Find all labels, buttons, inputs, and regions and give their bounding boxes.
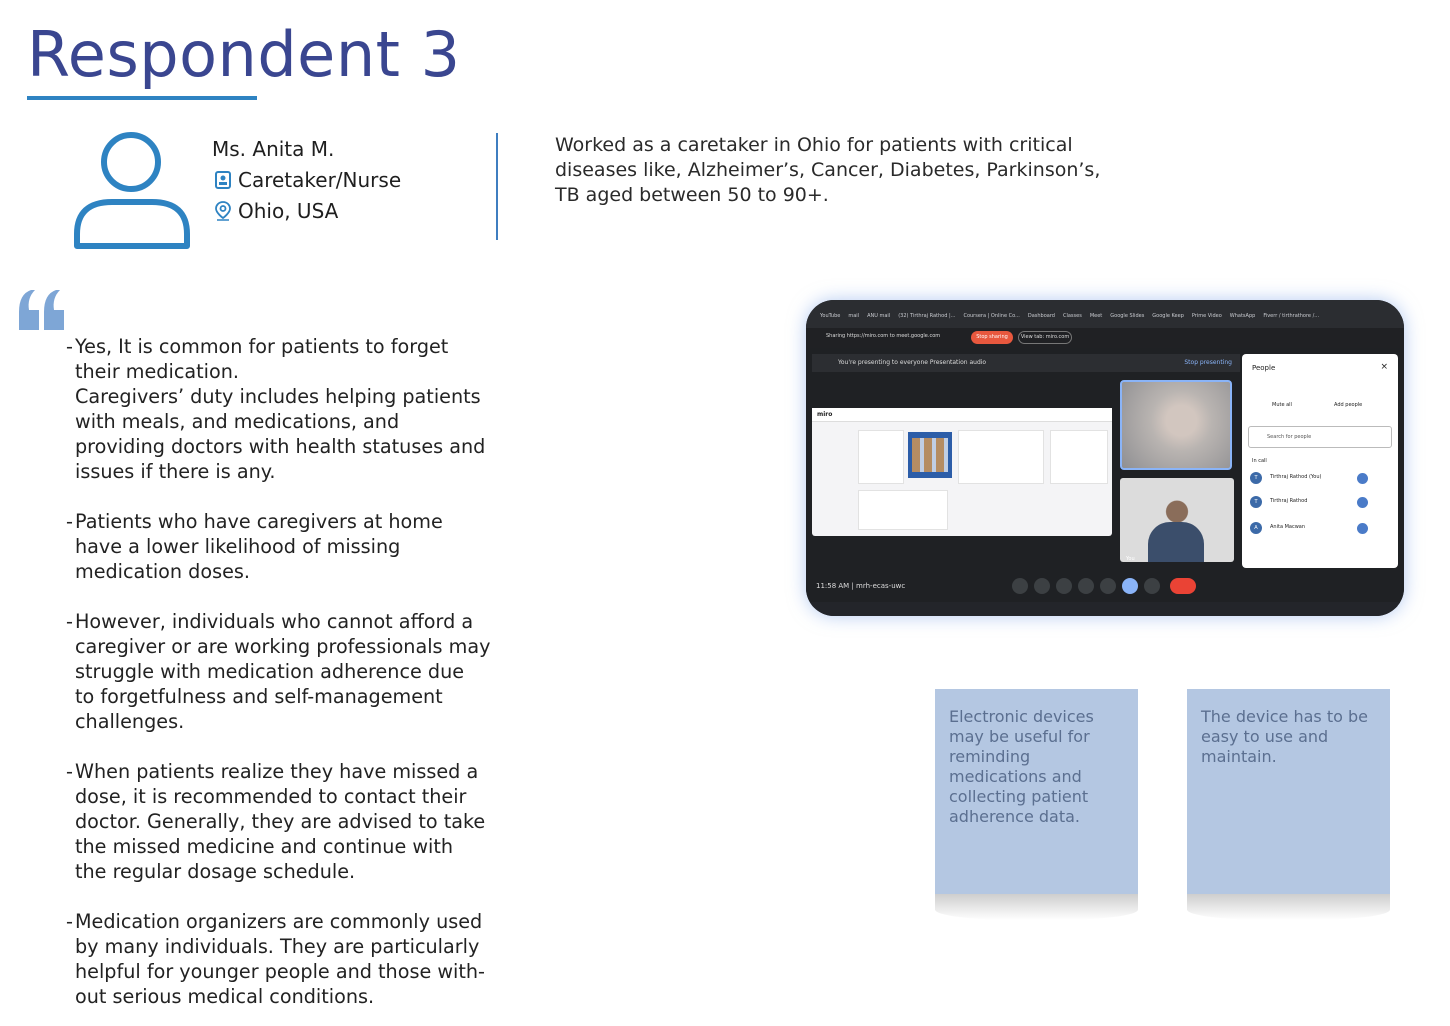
mic-icon <box>1357 523 1368 534</box>
bookmark-item[interactable]: Meet <box>1089 313 1103 319</box>
note-dash: - <box>66 910 73 933</box>
bookmark-item[interactable]: Fiverr / tirthrathore /... <box>1263 313 1320 319</box>
raise-hand-button[interactable] <box>1078 578 1094 594</box>
participant-name: Tirthraj Rathod <box>1270 498 1308 504</box>
more-options-button[interactable] <box>1144 578 1160 594</box>
miro-chart-card <box>1050 430 1108 484</box>
interview-notes <box>66 334 536 1026</box>
note-dash: - <box>66 335 73 358</box>
os-taskbar <box>806 602 1404 616</box>
sticky-note: Electronic devices may be useful for reminding medications and collecting patient adherence data. <box>935 689 1138 894</box>
page-title: Respondent 3 <box>27 18 461 91</box>
mute-all-button[interactable]: Mute all <box>1272 402 1292 408</box>
miro-poster <box>908 432 952 478</box>
meeting-time: 11:58 AM | mrh-ecas-uwc <box>816 582 906 590</box>
add-people-button[interactable]: Add people <box>1334 402 1363 408</box>
mic-icon <box>1357 473 1368 484</box>
bookmark-bar <box>820 313 1319 319</box>
note-text: Medication organizers are commonly used by many individuals. They are particularly helpful for younger people and those with- out serious medical conditions. <box>75 910 485 1008</box>
note-item <box>66 759 536 884</box>
bookmark-item[interactable]: Coursera | Online Co... <box>963 313 1020 319</box>
badge-icon <box>212 169 234 191</box>
sharing-text: Sharing https://miro.com to meet.google.com <box>826 333 941 339</box>
emoji-button[interactable] <box>1100 578 1116 594</box>
respondent-summary: Worked as a caretaker in Ohio for patients with critical diseases like, Alzheimer’s, Cancer, Diabetes, Parkinson’s, TB aged between 50 to 90+. <box>555 134 1101 206</box>
video-call-screenshot <box>806 300 1404 616</box>
vertical-divider <box>496 133 498 240</box>
miro-card <box>858 490 948 530</box>
participant-row[interactable] <box>1250 522 1390 536</box>
note-text: Yes, It is common for patients to forget their medication. Caregivers’ duty includes helping patients with meals, and medications, and providing doctors with health statuses and issues if there is any. <box>75 335 486 483</box>
note-item <box>66 509 536 584</box>
note-dash: - <box>66 760 73 783</box>
bookmark-item[interactable]: Google Slides <box>1110 313 1145 319</box>
bookmark-item[interactable]: mail <box>848 313 860 319</box>
note-text: However, individuals who cannot afford a caregiver or are working professionals may struggle with medication adherence due to forgetfulness and self-management challenges. <box>75 610 491 733</box>
person-icon <box>72 130 192 252</box>
participant-avatar: A <box>1250 522 1262 534</box>
present-button[interactable] <box>1122 578 1138 594</box>
captions-button[interactable] <box>1056 578 1072 594</box>
bookmark-item[interactable]: WhatsApp <box>1229 313 1256 319</box>
profile-info <box>212 133 492 226</box>
bookmark-item[interactable]: Google Keep <box>1152 313 1184 319</box>
bookmark-item[interactable]: ANU mail <box>867 313 891 319</box>
chat-icon[interactable] <box>1340 578 1356 594</box>
view-tab-button[interactable]: View tab: miro.com <box>1018 331 1072 344</box>
stop-presenting-link[interactable]: Stop presenting <box>1184 359 1232 366</box>
bookmark-item[interactable]: Prime Video <box>1191 313 1222 319</box>
presenting-bar <box>812 354 1240 372</box>
profile-role-row <box>212 164 492 195</box>
in-call-label: In call <box>1252 458 1267 464</box>
title-underline <box>27 96 257 100</box>
miro-card <box>858 430 904 484</box>
participant-name: Anita Macwan <box>1270 524 1306 530</box>
profile-role: Caretaker/Nurse <box>238 167 402 192</box>
miro-card <box>958 430 1044 484</box>
note-dash: - <box>66 510 73 533</box>
quote-icon <box>17 288 67 332</box>
camera-button[interactable] <box>1034 578 1050 594</box>
stop-sharing-button[interactable]: Stop sharing <box>971 331 1013 344</box>
activities-icon[interactable] <box>1362 578 1378 594</box>
note-dash: - <box>66 610 73 633</box>
participant-avatar: T <box>1250 472 1262 484</box>
sticky-note-shadow <box>1187 894 1390 920</box>
participant-row[interactable] <box>1250 472 1390 486</box>
bookmark-item[interactable]: Classes <box>1062 313 1082 319</box>
end-call-button[interactable] <box>1170 578 1196 594</box>
profile-name-row <box>212 133 492 164</box>
note-text: When patients realize they have missed a dose, it is recommended to contact their doctor. Generally, they are advised to take the missed medicine and continue with the regular dosage schedule. <box>75 760 486 883</box>
note-item <box>66 334 536 484</box>
location-pin-icon <box>212 200 234 222</box>
search-people-input[interactable]: Search for people <box>1248 426 1392 448</box>
time-text: 11:58 AM <box>816 582 850 590</box>
profile-location: Ohio, USA <box>238 198 339 223</box>
participant-row[interactable] <box>1250 496 1390 510</box>
note-text: Patients who have caregivers at home have a lower likelihood of missing medication doses. <box>75 510 443 583</box>
people-panel <box>1242 354 1398 568</box>
people-icon[interactable] <box>1318 578 1334 594</box>
note-item <box>66 609 536 734</box>
participant-name: Tirthraj Rathod (You) <box>1270 474 1322 480</box>
participant-avatar: T <box>1250 496 1262 508</box>
info-icon[interactable] <box>1296 578 1312 594</box>
bookmark-item[interactable]: YouTube <box>820 313 841 319</box>
participant-tile-blurred <box>1120 380 1232 470</box>
miro-logo: miro <box>812 408 1112 422</box>
sticky-note: The device has to be easy to use and maintain. <box>1187 689 1390 894</box>
profile-name: Ms. Anita M. <box>212 136 335 161</box>
miro-board-tile <box>812 408 1112 536</box>
meeting-code: mrh-ecas-uwc <box>856 582 906 590</box>
close-icon[interactable]: × <box>1380 362 1388 372</box>
profile-location-row <box>212 195 492 226</box>
sticky-note-shadow <box>935 894 1138 920</box>
mic-icon <box>1357 497 1368 508</box>
participant-tile-you <box>1120 478 1234 562</box>
presenting-text: You're presenting to everyone Presentation audio <box>838 359 987 366</box>
bookmark-item[interactable]: Dashboard <box>1027 313 1055 319</box>
people-title: People <box>1252 364 1276 372</box>
bookmark-item[interactable]: (32) Tirthraj Rathod |... <box>898 313 956 319</box>
note-item <box>66 909 536 1009</box>
you-label: You <box>1126 556 1135 562</box>
mic-button[interactable] <box>1012 578 1028 594</box>
